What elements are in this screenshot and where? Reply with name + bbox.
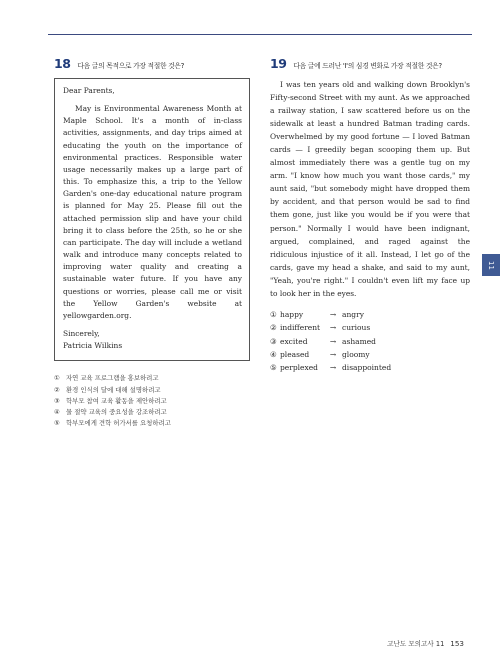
letter-signature: Patricia Wilkins (63, 341, 123, 351)
answer-option[interactable] (54, 385, 250, 396)
page-number: 153 (450, 639, 464, 648)
option-to: ashamed (342, 336, 376, 346)
option-to: curious (342, 323, 371, 333)
answer-option[interactable] (270, 321, 470, 334)
option-number: ② (270, 323, 277, 333)
question-18 (54, 56, 250, 430)
arrow-icon: → (329, 309, 337, 319)
option-text: 환경 인식의 달에 대해 설명하려고 (66, 385, 161, 394)
question-prompt: 다음 글에 드러난 'I'의 심경 변화로 가장 적절한 것은? (293, 62, 442, 70)
answer-options (54, 373, 250, 429)
option-number: ② (54, 385, 60, 394)
letter-body: May is Environmental Awareness Month at Maple School. It's a month of in-class activities, assignments, and day trips aimed at educating the youth on the importance of environmental practices. Responsible water usage necessarily makes up a large part of this. To emphasize this, a trip to the Yellow Garden's one-day educational nature program is planned for May 25. Please fill out the attached permission slip and have your child bring it to class before the 25th, so he or she can participate. The day will include a wetland walk and introduce many concepts related to improving water quality and creating a sustainable water future. If you have any questions or worries, please call me or visit the Yellow Garden's website at yellowgarden.org. (63, 104, 242, 320)
question-number: 19 (270, 56, 287, 71)
section-tab: 11 (482, 254, 500, 276)
option-text: 학부모에게 견학 허가서를 요청하려고 (66, 419, 171, 428)
option-number: ⑤ (270, 363, 277, 373)
answer-option[interactable] (54, 418, 250, 429)
arrow-icon: → (329, 363, 337, 373)
option-to: disappointed (342, 363, 392, 373)
page-footer (387, 638, 464, 648)
answer-option[interactable] (54, 373, 250, 384)
option-to: gloomy (342, 350, 370, 360)
arrow-icon: → (329, 323, 337, 333)
option-number: ④ (54, 408, 60, 417)
story-body: I was ten years old and walking down Brooklyn's Fifty-second Street with my aunt. As we approached a railway station, I saw scattered before us on the sidewalk at least a hundred Batman trading cards. Overwhelmed by my good fortune — I loved Batman cards — I greedily began scooping them up. But almost immediately there was a gentle tug on my arm. "I know how much you want those cards," my aunt said, "but somebody might have dropped them by accident, and that person would be sad to find them gone, just like you would be if you were that person." Normally I would have been indignant, argued, complained, and raged against the ridiculous injustice of it all. Instead, I let go of the cards, gave my head a shake, and said to my aunt, "Yeah, you're right." I couldn't even lift my face up to look her in the eyes. (270, 80, 470, 298)
footer-label: 고난도 모의고사 11 (387, 640, 445, 648)
option-to: angry (342, 309, 364, 319)
question-number: 18 (54, 56, 71, 71)
arrow-icon: → (329, 336, 337, 346)
option-number: ⑤ (54, 419, 60, 428)
answer-option[interactable] (54, 407, 250, 418)
option-from: pleased (280, 350, 310, 360)
letter-closing: Sincerely, (63, 328, 100, 338)
option-number: ③ (270, 336, 277, 346)
answer-option[interactable] (270, 308, 470, 321)
option-from: perplexed (280, 363, 318, 373)
letter-greeting: Dear Parents, (63, 86, 115, 95)
option-number: ④ (270, 350, 277, 360)
story-passage (270, 78, 470, 300)
option-from: excited (280, 336, 308, 346)
arrow-icon: → (329, 350, 337, 360)
question-19-header (270, 56, 470, 71)
option-number: ③ (54, 396, 60, 405)
top-divider (48, 34, 472, 35)
answer-option[interactable] (270, 335, 470, 348)
question-19 (270, 56, 470, 375)
answer-option[interactable] (270, 361, 470, 374)
letter-passage-box (54, 78, 250, 361)
option-text: 물 절약 교육의 중요성을 강조하려고 (66, 408, 167, 417)
answer-option[interactable] (270, 348, 470, 361)
option-from: indifferent (280, 323, 321, 333)
option-text: 학부모 참여 교육 활동을 제안하려고 (66, 396, 167, 405)
option-number: ① (270, 309, 277, 319)
option-from: happy (280, 309, 304, 319)
option-number: ① (54, 374, 60, 383)
question-prompt: 다음 글의 목적으로 가장 적절한 것은? (77, 62, 185, 70)
answer-options (270, 308, 470, 375)
option-text: 자연 교육 프로그램을 홍보하려고 (66, 374, 159, 383)
answer-option[interactable] (54, 396, 250, 407)
question-18-header (54, 56, 250, 71)
